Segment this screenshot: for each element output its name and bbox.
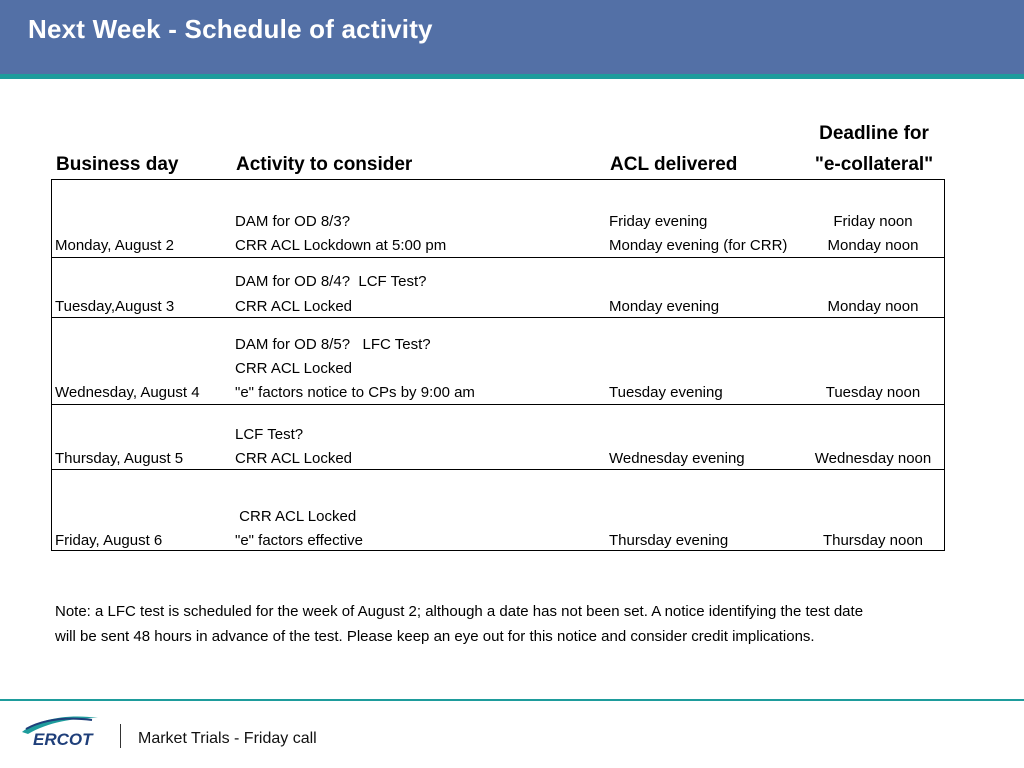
- business-day-cell: Wednesday, August 4: [55, 384, 200, 401]
- deadline-cell: Thursday noon: [822, 532, 924, 549]
- activity-cell: CRR ACL Locked: [235, 508, 357, 525]
- business-day-cell: Friday, August 6: [55, 532, 163, 549]
- footer-separator: [120, 724, 121, 748]
- acl-delivered-cell: Friday evening: [609, 213, 708, 230]
- deadline-cell: Wednesday noon: [814, 450, 932, 467]
- column-header-deadline-line2: "e-collateral": [814, 154, 934, 175]
- activity-cell: CRR ACL Lockdown at 5:00 pm: [235, 237, 447, 254]
- banner-accent-rule: [0, 74, 1024, 79]
- activity-cell: "e" factors notice to CPs by 9:00 am: [235, 384, 475, 401]
- slide-title: Next Week - Schedule of activity: [28, 14, 433, 44]
- acl-delivered-cell: Wednesday evening: [609, 450, 745, 467]
- business-day-cell: Thursday, August 5: [55, 450, 184, 467]
- activity-cell: CRR ACL Locked: [235, 450, 352, 467]
- note-line: will be sent 48 hours in advance of the test. Please keep an eye out for this notice and consider credit implications.: [55, 627, 815, 645]
- footer-text: Market Trials - Friday call: [138, 730, 317, 747]
- deadline-cell: Monday noon: [827, 237, 919, 254]
- ercot-logo: [18, 712, 102, 752]
- column-header-deadline-line1: Deadline for: [819, 123, 929, 144]
- activity-cell: DAM for OD 8/4? LCF Test?: [235, 273, 427, 290]
- business-day-cell: Tuesday,August 3: [55, 298, 175, 315]
- business-day-cell: Monday, August 2: [55, 237, 174, 254]
- ercot-logo-icon: [18, 712, 102, 752]
- activity-cell: DAM for OD 8/5? LFC Test?: [235, 336, 431, 353]
- deadline-cell: Friday noon: [833, 213, 913, 230]
- activity-cell: "e" factors effective: [235, 532, 363, 549]
- acl-delivered-cell: Thursday evening: [609, 532, 729, 549]
- column-header-activity: Activity to consider: [236, 154, 413, 175]
- activity-cell: CRR ACL Locked: [235, 298, 352, 315]
- acl-delivered-cell: Monday evening: [609, 298, 720, 315]
- footer-accent-rule: [0, 699, 1024, 701]
- acl-delivered-cell: Tuesday evening: [609, 384, 723, 401]
- deadline-cell: Tuesday noon: [825, 384, 921, 401]
- activity-cell: LCF Test?: [235, 426, 304, 443]
- schedule-note: [55, 600, 955, 649]
- note-line: Note: a LFC test is scheduled for the week of August 2; although a date has not been set. A notice identifying the test date: [55, 603, 864, 620]
- deadline-cell: Monday noon: [827, 298, 919, 315]
- column-header-acl-delivered: ACL delivered: [610, 154, 738, 175]
- logo-text: ERCOT: [33, 730, 93, 749]
- activity-cell: CRR ACL Locked: [235, 360, 352, 377]
- column-header-business-day: Business day: [56, 154, 179, 175]
- activity-cell: DAM for OD 8/3?: [235, 213, 351, 230]
- acl-delivered-cell: Monday evening (for CRR): [609, 237, 788, 254]
